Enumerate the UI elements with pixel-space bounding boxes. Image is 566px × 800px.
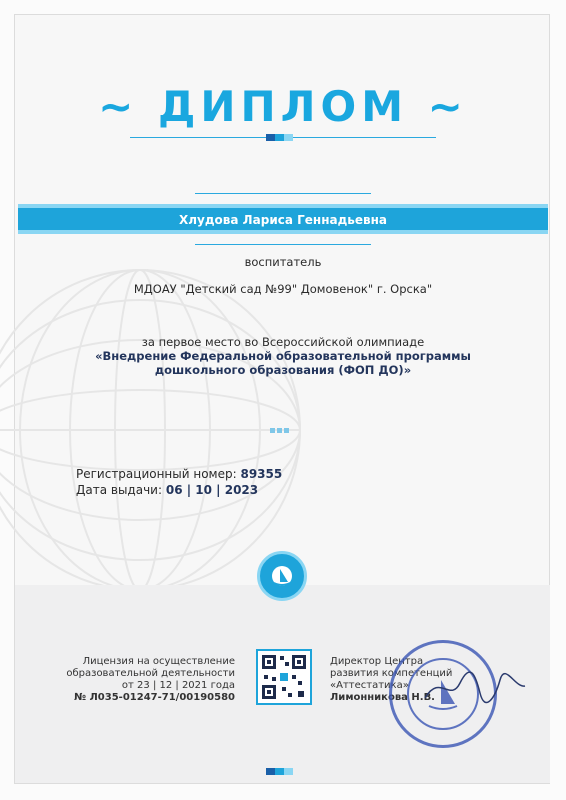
award-line-2: «Внедрение Федеральной образовательной программы bbox=[95, 349, 471, 363]
license-block bbox=[60, 656, 235, 704]
signature-icon bbox=[420, 668, 530, 708]
registration-number-row bbox=[76, 466, 282, 482]
director-name: Лимонникова Н.В. bbox=[330, 692, 435, 703]
registration-number: 89355 bbox=[240, 467, 283, 481]
title-squares-icon bbox=[266, 134, 293, 141]
footer-squares-icon bbox=[266, 768, 293, 775]
registration-label: Регистрационный номер: bbox=[76, 467, 237, 481]
qr-code-icon[interactable] bbox=[256, 649, 312, 705]
recipient-position: воспитатель bbox=[244, 255, 322, 269]
diploma-title: ~ ДИПЛОМ ~ bbox=[98, 82, 468, 131]
license-number: № Л035-01247-71/00190580 bbox=[73, 692, 235, 703]
license-line-1: Лицензия на осуществление bbox=[82, 656, 235, 667]
award-line-1: за первое место во Всероссийской олимпиаде bbox=[141, 335, 425, 349]
director-line-2: развития компетенций bbox=[330, 668, 453, 679]
decorative-dots-icon bbox=[270, 418, 291, 437]
award-line-3: дошкольного образования (ФОП ДО)» bbox=[154, 363, 412, 377]
recipient-name: Хлудова Лариса Геннадьевна bbox=[179, 213, 387, 227]
issue-date-row bbox=[76, 482, 282, 498]
director-line-1: Директор Центра bbox=[330, 656, 424, 667]
issue-date-label: Дата выдачи: bbox=[76, 483, 163, 497]
name-top-rule bbox=[195, 193, 371, 194]
recipient-organization: МДОАУ "Детский сад №99" Домовенок" г. Орска" bbox=[133, 282, 433, 296]
issue-date-value: 06 | 10 | 2023 bbox=[165, 483, 259, 497]
sail-logo-icon bbox=[257, 551, 307, 601]
license-line-3: от 23 | 12 | 2021 года bbox=[121, 680, 235, 691]
license-line-2: образовательной деятельности bbox=[66, 668, 235, 679]
registration-block bbox=[76, 466, 282, 498]
director-line-3: «Аттестатика» bbox=[330, 680, 409, 691]
name-bottom-rule bbox=[195, 244, 371, 245]
